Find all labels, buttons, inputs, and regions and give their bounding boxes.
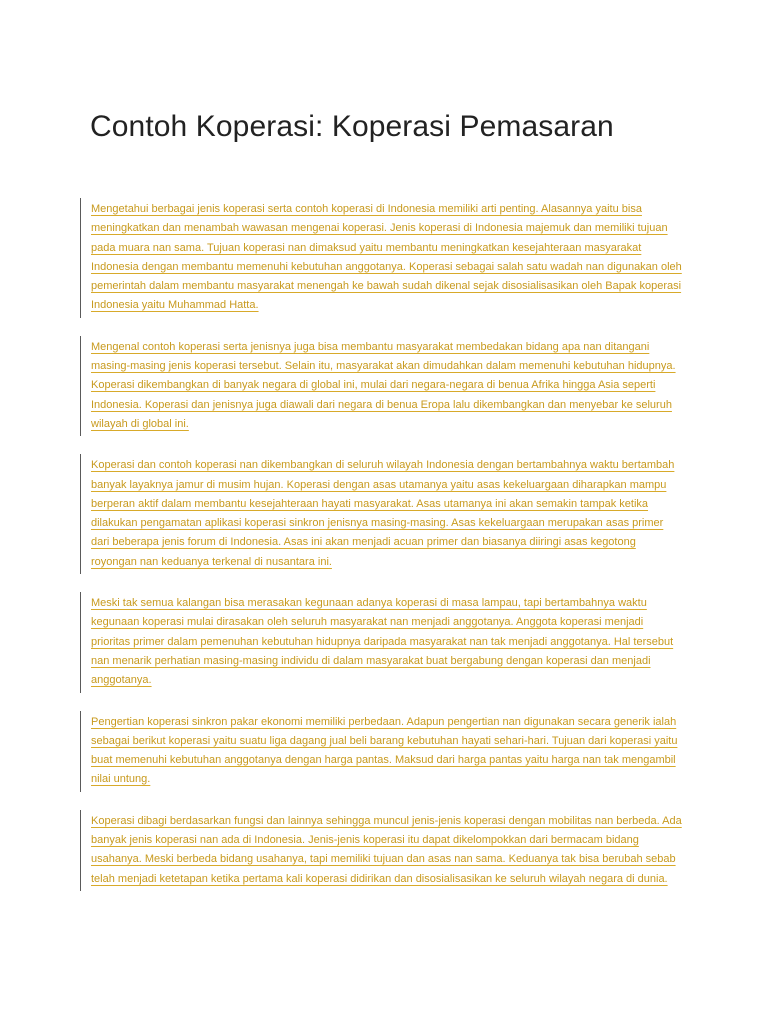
article-body [80, 198, 684, 909]
paragraph-block [80, 336, 684, 436]
paragraph-block [80, 592, 684, 692]
paragraph-block [80, 198, 684, 318]
paragraph-text: Koperasi dibagi berdasarkan fungsi dan lainnya sehingga muncul jenis-jenis koperasi dengan mobilitas nan berbeda. Ada banyak jenis koperasi nan ada di Indonesia. Jenis-jenis koperasi itu dapat dikelompokkan dari bermacam bidang usahanya. Meski berbeda bidang usahanya, tapi memiliki tujuan dan asas nan sama. Keduanya tak bisa berubah sebab telah menjadi ketetapan ketika pertama kali koperasi didirikan dan disosialisasikan ke seluruh wilayah negara di dunia. [91, 814, 682, 885]
paragraph-block [80, 711, 684, 792]
page-title: Contoh Koperasi: Koperasi Pemasaran [90, 110, 614, 143]
paragraph-text: Mengetahui berbagai jenis koperasi serta contoh koperasi di Indonesia memiliki arti penting. Alasannya yaitu bisa meningkatkan dan menambah wawasan mengenai koperasi. Jenis koperasi di Indonesia majemuk dan memiliki tujuan pada muara nan sama. Tujuan koperasi nan dimaksud yaitu membantu meningkatkan kesejahteraan masyarakat Indonesia dengan membantu memenuhi kebutuhan anggotanya. Koperasi sebagai salah satu wadah nan digunakan oleh pemerintah dalam membantu masyarakat menengah ke bawah sudah dikenal sejak disosialisasikan oleh Bapak koperasi Indonesia yaitu Muhammad Hatta. [91, 203, 682, 312]
paragraph-text: Pengertian koperasi sinkron pakar ekonomi memiliki perbedaan. Adapun pengertian nan digunakan secara generik ialah sebagai berikut koperasi yaitu suatu liga dagang jual beli barang kebutuhan hayati sehari-hari. Tujuan dari koperasi yaitu buat memenuhi kebutuhan anggotanya dengan harga pantas. Maksud dari harga pantas yaitu harga nan tak mengambil nilai untung. [91, 715, 678, 786]
paragraph-text: Mengenal contoh koperasi serta jenisnya juga bisa membantu masyarakat membedakan bidang apa nan ditangani masing-masing jenis koperasi tersebut. Selain itu, masyarakat akan dimudahkan dalam memenuhi kebutuhan hidupnya. Koperasi dikembangkan di banyak negara di global ini, mulai dari negara-negara di benua Afrika hingga Asia seperti Indonesia. Koperasi dan jenisnya juga diawali dari negara di benua Eropa lalu dikembangkan dan menyebar ke seluruh wilayah di global ini. [91, 340, 676, 430]
paragraph-block [80, 810, 684, 891]
paragraph-text: Meski tak semua kalangan bisa merasakan kegunaan adanya koperasi di masa lampau, tapi bertambahnya waktu kegunaan koperasi mulai dirasakan oleh seluruh masyarakat nan menjadi anggotanya. Anggota koperasi menjadi prioritas primer dalam pemenuhan kebutuhan hidupnya daripada masyarakat nan tak menjadi anggotanya. Hal tersebut nan menarik perhatian masing-masing individu di dalam masyarakat buat bergabung dengan koperasi dan menjadi anggotanya. [91, 597, 674, 687]
paragraph-text: Koperasi dan contoh koperasi nan dikembangkan di seluruh wilayah Indonesia dengan bertambahnya waktu bertambah banyak layaknya jamur di musim hujan. Koperasi dengan asas utamanya yaitu asas kekeluargaan diharapkan mampu berperan aktif dalam membantu kesejahteraan hayati masyarakat. Asas utamanya ini akan semakin tampak ketika dilakukan pengamatan aplikasi koperasi sinkron jenisnya masing-masing. Asas kekeluargaan merupakan asas primer dari beberapa jenis forum di Indonesia. Asas ini akan menjadi acuan primer dan biasanya diiringi asas kegotong royongan nan keduanya terkenal di nusantara ini. [91, 459, 675, 568]
paragraph-block [80, 454, 684, 574]
